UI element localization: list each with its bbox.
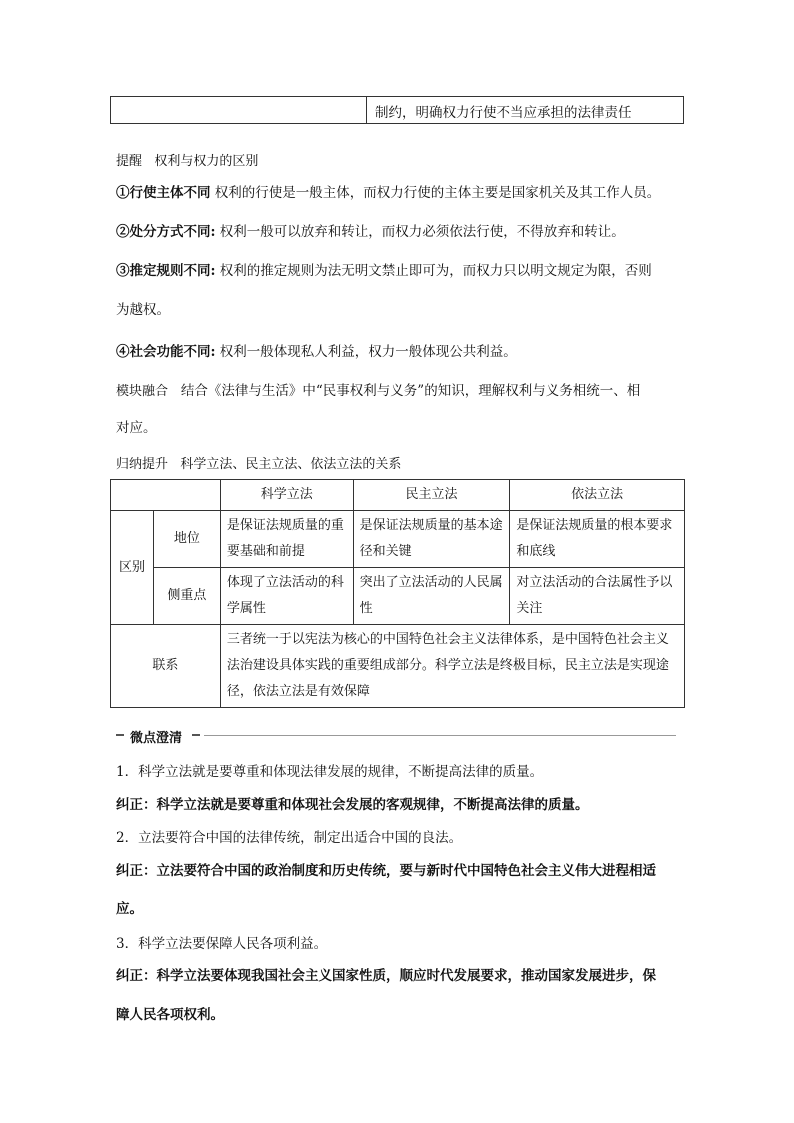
clarify-item: 1．科学立法就是要尊重和体现法律发展的规律，不断提高法律的质量。 [116,764,544,780]
tip-item-head: ②处分方式不同: [116,224,216,240]
clarify-correction: 纠正：科学立法就是要尊重和体现社会发展的客观规律，不断提高法律的质量。 [116,797,589,813]
divider-bar-right [192,734,200,736]
table-cell: 体现了立法活动的科学属性 [220,568,353,625]
tip-item-text: 权利的行使是一般主体，而权力行使的主体主要是国家机关及其工作人员。 [210,185,661,201]
table-row [111,511,685,568]
tip-item-head: ④社会功能不同: [116,344,216,360]
relation-label: 联系 [111,625,221,708]
continuation-cell-text: 制约，明确权力行使不当应承担的法律责任 [375,105,632,121]
summary-label: 归纳提升 [116,457,169,472]
relation-text: 三者统一于以宪法为核心的中国特色社会主义法律体系，是中国特色社会主义法治建设具体实践的重要组成部分。科学立法是终极目标，民主立法是实现途径，依法立法是有效保障 [220,625,684,708]
continuation-table [110,96,684,124]
clarify-item: 3．科学立法要保障人民各项利益。 [116,936,328,952]
table-divider [366,97,367,123]
table-header-row [111,480,685,511]
tip-item-head: ③推定规则不同: [116,263,216,279]
tip-title: 权利与权力的区别 [154,154,259,169]
module-line-2 [116,416,157,436]
row-label: 侧重点 [153,568,220,625]
clarify-correction-cont: 应。 [116,901,143,917]
row-label: 地位 [153,511,220,568]
clarify-correction-cont: 障人民各项权利。 [116,1007,224,1023]
tip-heading [116,150,258,169]
clarify-item: 2．立法要符合中国的法律传统，制定出适合中国的良法。 [116,830,463,846]
clarify-correction: 纠正：立法要符合中国的政治制度和历史传统，要与新时代中国特色社会主义伟大进程相适 [116,863,656,879]
group-label: 区别 [111,511,154,625]
table-header: 民主立法 [353,480,510,511]
tip-item-3-cont [116,298,170,318]
summary-heading [116,453,401,472]
table-cell: 是保证法规质量的重要基础和前提 [220,511,353,568]
tip-item-text: 权利的推定规则为法无明文禁止即可为，而权力只以明文规定为限，否则 [215,263,652,279]
tip-item-3 [116,259,652,279]
relation-table [110,479,685,708]
table-corner [111,480,221,511]
module-label: 模块融合 [116,384,169,399]
tip-item-4 [116,340,517,360]
tip-item-head: ①行使主体不同 [116,185,211,201]
clarify-title: 微点澄清 [130,731,183,746]
module-line-1 [116,379,640,399]
section-divider [116,728,676,746]
table-header: 科学立法 [220,480,353,511]
tip-item-1 [116,181,660,201]
table-row [111,625,685,708]
tip-item-text: 权利一般可以放弃和转让，而权力必须依法行使，不得放弃和转让。 [215,224,625,240]
divider-bar-left [116,734,124,736]
tip-item-2 [116,220,625,240]
module-text: 结合《法律与生活》中“民事权利与义务”的知识，理解权利与义务相统一、相 [180,383,641,399]
tip-label: 提醒 [116,154,143,169]
table-cell: 是保证法规质量的根本要求和底线 [510,511,685,568]
divider-rule [204,735,676,736]
table-row [111,568,685,625]
summary-title: 科学立法、民主立法、依法立法的关系 [180,457,402,472]
tip-item-text: 为越权。 [116,302,170,318]
tip-item-text: 权利一般体现私人利益，权力一般体现公共利益。 [215,344,517,360]
table-cell: 突出了立法活动的人民属性 [353,568,510,625]
table-header: 依法立法 [510,480,685,511]
table-cell: 对立法活动的合法属性予以关注 [510,568,685,625]
clarify-correction: 纠正：科学立法要体现我国社会主义国家性质，顺应时代发展要求，推动国家发展进步，保 [116,968,656,984]
module-text: 对应。 [116,420,157,436]
table-cell: 是保证法规质量的基本途径和关键 [353,511,510,568]
